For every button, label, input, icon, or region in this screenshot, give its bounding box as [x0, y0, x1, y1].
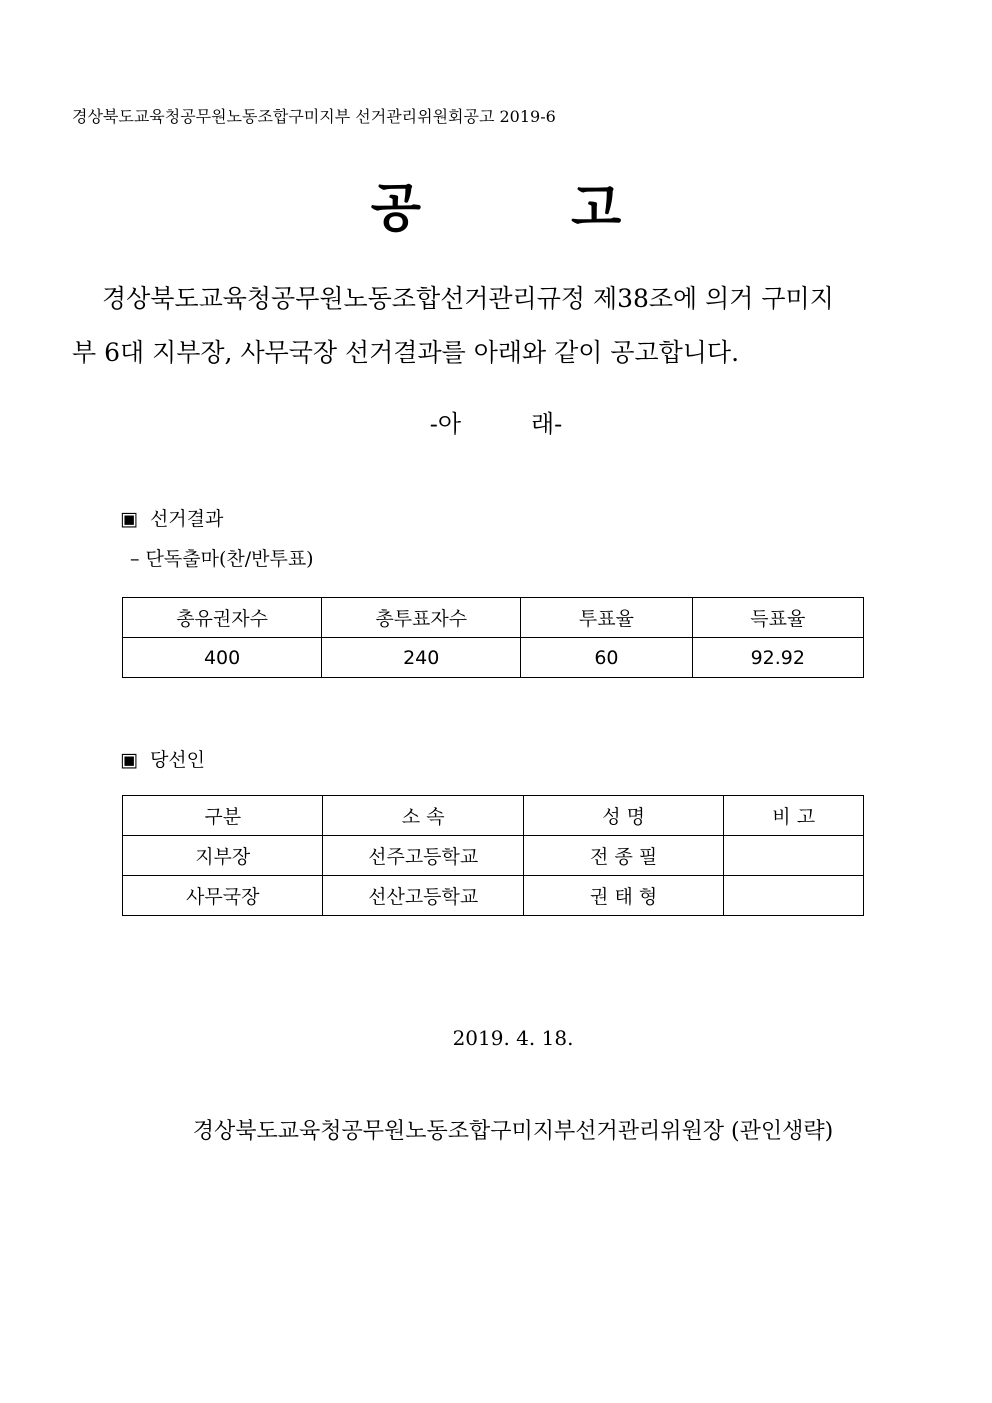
announcement-date: 2019. 4. 18.: [452, 1026, 574, 1050]
table-cell: 240: [322, 638, 521, 678]
section-election-results: [120, 504, 223, 531]
title-char-2: 고: [571, 178, 622, 239]
below-heading: [0, 404, 992, 439]
header-cell: 소 속: [323, 796, 523, 836]
below-right: 래-: [531, 410, 563, 438]
section-title: 선거결과: [149, 508, 224, 530]
table-cell: 400: [123, 638, 322, 678]
table-cell: [724, 836, 864, 876]
table-cell: 60: [521, 638, 692, 678]
table-header-row: [123, 598, 864, 638]
results-table: [122, 597, 864, 678]
section-winners: [120, 745, 205, 772]
table-header-row: [123, 796, 864, 836]
below-left: -아: [429, 410, 461, 438]
header-cell: 득표율: [692, 598, 863, 638]
table-row: [123, 836, 864, 876]
header-cell: 총유권자수: [123, 598, 322, 638]
square-bullet-icon: ▣: [120, 508, 138, 530]
header-cell: 구분: [123, 796, 323, 836]
header-cell: 총투표자수: [322, 598, 521, 638]
notice-number: 경상북도교육청공무원노동조합구미지부 선거관리위원회공고 2019-6: [72, 107, 556, 126]
table-row: [123, 876, 864, 916]
table-cell: 사무국장: [123, 876, 323, 916]
header-cell: 성 명: [523, 796, 723, 836]
table-cell: 권 태 형: [523, 876, 723, 916]
table-row: [123, 638, 864, 678]
table-cell: 선주고등학교: [323, 836, 523, 876]
title-char-1: 공: [370, 178, 421, 239]
signature-line: 경상북도교육청공무원노동조합구미지부선거관리위원장 (관인생략): [192, 1119, 834, 1144]
section-subtitle: – 단독출마(찬/반투표): [130, 548, 314, 570]
document-title: [0, 166, 992, 241]
table-cell: 지부장: [123, 836, 323, 876]
section-title: 당선인: [149, 749, 206, 771]
table-cell: 92.92: [692, 638, 863, 678]
body-line-2: 부 6대 지부장, 사무국장 선거결과를 아래와 같이 공고합니다.: [72, 338, 740, 367]
header-cell: 비 고: [724, 796, 864, 836]
announcement-body: [72, 272, 932, 380]
square-bullet-icon: ▣: [120, 749, 138, 771]
table-cell: [724, 876, 864, 916]
table-cell: 전 종 필: [523, 836, 723, 876]
header-cell: 투표율: [521, 598, 692, 638]
body-line-1: 경상북도교육청공무원노동조합선거관리규정 제38조에 의거 구미지: [102, 284, 834, 313]
table-cell: 선산고등학교: [323, 876, 523, 916]
winners-table: [122, 795, 864, 916]
